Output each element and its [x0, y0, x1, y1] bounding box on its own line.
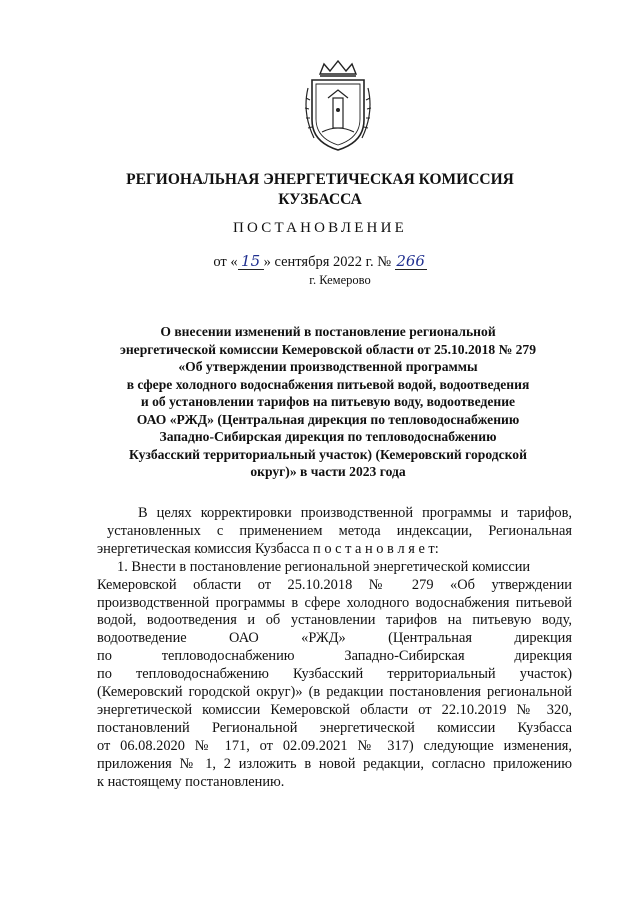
body-line: 1. Внести в постановление региональной энергетической комиссии	[117, 558, 531, 575]
body-line: по тепловодоснабжению Западно-Сибирская дирекция	[97, 648, 572, 665]
subject-line: Кузбасский территориальный участок) (Кемеровский городской	[129, 446, 527, 462]
date-day-handwritten: 15	[238, 254, 264, 270]
coat-of-arms-icon	[298, 58, 378, 154]
subject-line: ОАО «РЖД» (Центральная дирекция по тепловодоснабжению	[136, 411, 520, 427]
organization-name-line2: КУЗБАССА	[278, 191, 362, 208]
body-line: энергетическая комиссия Кузбасса п о с т а н о в л я е т:	[97, 540, 439, 557]
body-line: постановлений Региональной энергетической комиссии Кузбасса	[97, 719, 572, 736]
body-line: водоотведение ОАО «РЖД» (Центральная дирекция	[97, 630, 572, 647]
body-line: установленных с применением метода индексации, Региональная	[107, 522, 572, 539]
date-line	[0, 254, 640, 271]
body-line: В целях корректировки производственной программы и тарифов,	[138, 505, 572, 521]
body-line: приложения № 1, 2 изложить в новой редакции, согласно приложению	[97, 755, 572, 772]
subject-line: в сфере холодного водоснабжения питьевой водой, водоотведения	[126, 376, 530, 392]
body-line: к настоящему постановлению.	[97, 773, 285, 790]
organization-name-line1: РЕГИОНАЛЬНАЯ ЭНЕРГЕТИЧЕСКАЯ КОМИССИЯ	[126, 171, 514, 188]
document-number-handwritten: 266	[396, 252, 425, 270]
body-line: водой, водоотведения и об установлении тарифов на питьевую воду,	[97, 612, 572, 629]
subject-line: «Об утверждении производственной программы	[178, 359, 478, 374]
document-subject	[100, 323, 556, 481]
date-middle: » сентября 2022 г. №	[263, 254, 392, 270]
subject-line: округ)» в части 2023 года	[250, 464, 406, 479]
subject-line: О внесении изменений в постановление региональной	[160, 324, 496, 339]
subject-line: и об установлении тарифов на питьевую воду, водоотведение	[140, 394, 516, 409]
body-line: от 06.08.2020 № 171, от 02.09.2021 № 317) следующие изменения,	[97, 737, 572, 754]
subject-line: энергетической комиссии Кемеровской области от 25.10.2018 № 279	[119, 341, 537, 357]
body-line: производственной программы в сфере холодного водоснабжения питьевой	[97, 594, 572, 611]
document-body	[97, 505, 572, 792]
body-line: (Кемеровский городской округ)» (в редакции постановления региональной	[97, 684, 572, 701]
date-prefix: от «	[213, 254, 238, 270]
city: г. Кемерово	[309, 273, 371, 287]
document-type: ПОСТАНОВЛЕНИЕ	[233, 220, 407, 236]
body-line: Кемеровской области от 25.10.2018 № 279 «Об утверждении	[97, 576, 572, 593]
subject-line: Западно-Сибирская дирекция по тепловодоснабжению	[159, 429, 497, 444]
body-line: энергетической комиссии Кемеровской области от 22.10.2019 № 320,	[97, 701, 572, 718]
body-line: по тепловодоснабжению Кузбасский территориальный участок)	[97, 666, 572, 683]
